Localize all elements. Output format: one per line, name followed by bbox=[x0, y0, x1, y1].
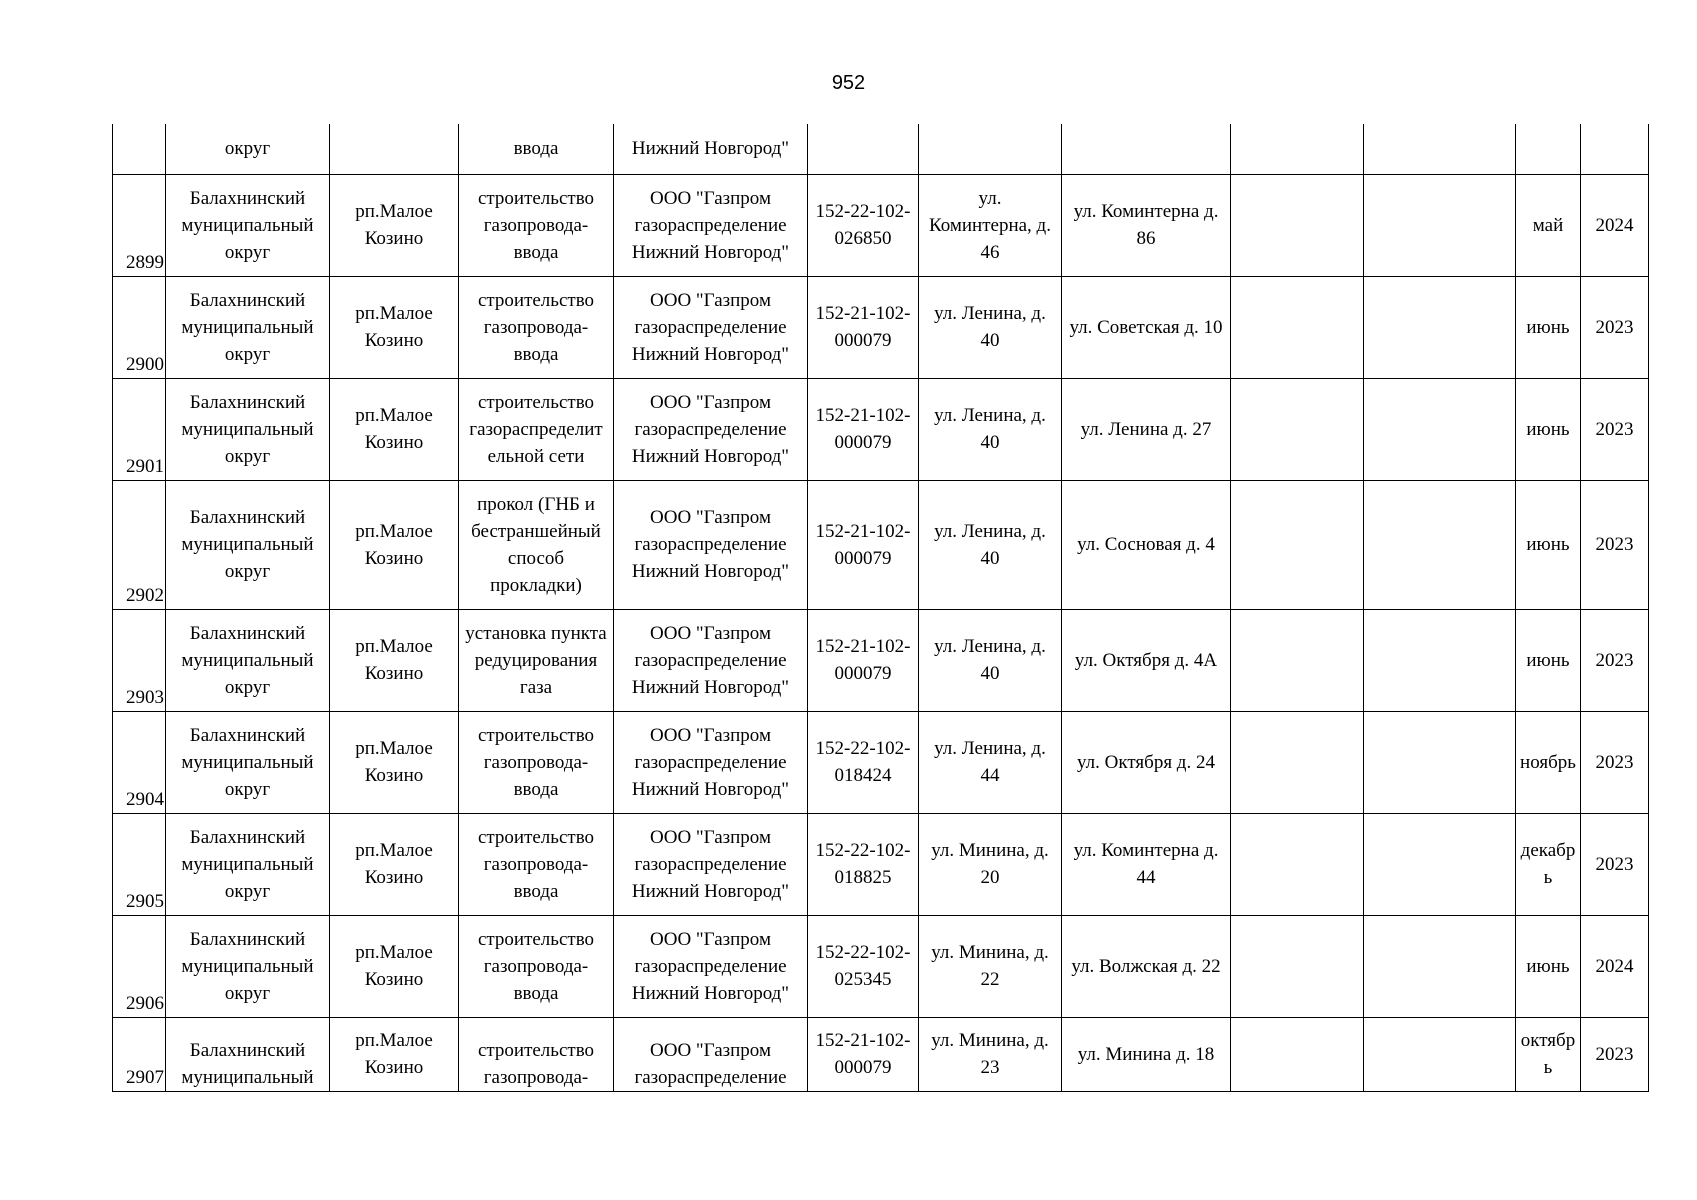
cell-num-text: 2904 bbox=[126, 788, 164, 810]
cell-code-text: 152-21-102- 000079 bbox=[815, 636, 911, 684]
cell-district bbox=[166, 1017, 330, 1091]
cell-address-from bbox=[919, 480, 1062, 609]
cell-address-from-text: ул. Коминтерна, д. 46 bbox=[929, 187, 1051, 263]
cell-code-text: 152-22-102- 018424 bbox=[815, 738, 911, 786]
cell-empty-2 bbox=[1364, 378, 1516, 480]
cell-address-to-text: ул. Октября д. 4А bbox=[1074, 649, 1218, 671]
cell-address-to-text: ул. Октября д. 24 bbox=[1077, 751, 1215, 773]
cell-district bbox=[166, 609, 330, 711]
cell-org-text: ООО "Газпром газораспределение Нижний Новгород" bbox=[631, 289, 790, 365]
cell-year bbox=[1581, 124, 1649, 174]
cell-year-text: 2023 bbox=[1595, 534, 1634, 555]
cell-address-from bbox=[919, 378, 1062, 480]
cell-district-text: Балахнинский муниципальный округ bbox=[181, 507, 314, 582]
cell-empty-1 bbox=[1231, 609, 1364, 711]
cell-org bbox=[614, 813, 808, 915]
cell-district bbox=[166, 124, 330, 174]
cell-org-text: ООО "Газпром газораспределение Нижний Новгород" bbox=[631, 826, 790, 902]
cell-work bbox=[459, 711, 614, 813]
cell-month-text: ноябрь bbox=[1520, 751, 1576, 773]
cell-num bbox=[113, 915, 166, 1017]
cell-settlement-text: рп.Малое Козино bbox=[355, 840, 433, 888]
cell-year-text: 2023 bbox=[1595, 418, 1634, 440]
cell-org bbox=[614, 711, 808, 813]
table-row bbox=[113, 1017, 1649, 1091]
cell-month bbox=[1516, 174, 1581, 276]
table-row bbox=[113, 609, 1649, 711]
table-row bbox=[113, 174, 1649, 276]
cell-district-text: Балахнинский муниципальный округ bbox=[181, 826, 314, 902]
cell-settlement-text: рп.Малое Козино bbox=[355, 303, 433, 351]
cell-num bbox=[113, 711, 166, 813]
table-row bbox=[113, 378, 1649, 480]
cell-work-text: строительство газопровода- ввода bbox=[477, 928, 595, 1004]
registry-table bbox=[112, 124, 1649, 1092]
continued-work: ввода bbox=[513, 138, 559, 160]
cell-code-text: 152-21-102- 000079 bbox=[815, 520, 911, 569]
cell-month bbox=[1516, 609, 1581, 711]
cell-month bbox=[1516, 480, 1581, 609]
cell-empty-2 bbox=[1364, 276, 1516, 378]
cell-code bbox=[808, 609, 919, 711]
cell-district bbox=[166, 813, 330, 915]
cell-code-text: 152-21-102- 000079 bbox=[815, 303, 911, 351]
cell-settlement bbox=[330, 915, 459, 1017]
cell-work-text: строительство газопровода- ввода bbox=[477, 289, 595, 365]
cell-address-from bbox=[919, 1017, 1062, 1091]
cell-district bbox=[166, 915, 330, 1017]
cell-work-text: строительство газопровода- ввода bbox=[477, 826, 595, 902]
continued-org: Нижний Новгород" bbox=[631, 138, 790, 160]
cell-address-to bbox=[1062, 480, 1231, 609]
cell-settlement-text: рп.Малое Козино bbox=[355, 520, 433, 569]
cell-code-text: 152-21-102- 000079 bbox=[815, 405, 911, 453]
cell-month bbox=[1516, 124, 1581, 174]
cell-empty-1 bbox=[1231, 124, 1364, 174]
cell-settlement-text: рп.Малое Козино bbox=[355, 405, 433, 453]
cell-num bbox=[113, 124, 166, 174]
cell-code bbox=[808, 711, 919, 813]
cell-address-from-text: ул. Ленина, д. 40 bbox=[934, 303, 1046, 351]
cell-address-from bbox=[919, 813, 1062, 915]
cell-address-from-text: ул. Ленина, д. 44 bbox=[934, 738, 1046, 786]
cell-month bbox=[1516, 711, 1581, 813]
cell-year bbox=[1581, 276, 1649, 378]
cell-district-text: Балахнинский муниципальный округ bbox=[181, 622, 314, 698]
cell-year-text: 2023 bbox=[1595, 316, 1634, 338]
cell-address-from-text: ул. Минина, д. 23 bbox=[931, 1030, 1049, 1078]
cell-work bbox=[459, 276, 614, 378]
cell-code-text: 152-22-102- 025345 bbox=[815, 942, 911, 990]
cell-address-from bbox=[919, 276, 1062, 378]
cell-address-to bbox=[1062, 711, 1231, 813]
cell-month-text: май bbox=[1532, 214, 1564, 236]
cell-org-text: ООО "Газпром газораспределение Нижний Новгород" bbox=[631, 622, 790, 698]
cell-address-to-text: ул. Коминтерна д. 44 bbox=[1073, 840, 1219, 888]
cell-empty-2 bbox=[1364, 174, 1516, 276]
cell-settlement bbox=[330, 1017, 459, 1091]
cell-org bbox=[614, 480, 808, 609]
cell-address-to bbox=[1062, 813, 1231, 915]
table-row bbox=[113, 813, 1649, 915]
cell-year bbox=[1581, 813, 1649, 915]
continued-row bbox=[113, 124, 1649, 174]
cell-year-text: 2023 bbox=[1595, 853, 1634, 875]
cell-empty-1 bbox=[1231, 915, 1364, 1017]
cell-address-to-text: ул. Сосновая д. 4 bbox=[1077, 534, 1215, 555]
cell-num bbox=[113, 378, 166, 480]
cell-year-text: 2023 bbox=[1595, 1043, 1634, 1065]
cell-year bbox=[1581, 174, 1649, 276]
cell-num-text: 2902 bbox=[126, 584, 164, 606]
cell-code bbox=[808, 378, 919, 480]
cell-year-text: 2024 bbox=[1595, 955, 1634, 977]
cell-year bbox=[1581, 711, 1649, 813]
cell-address-to-text: ул. Советская д. 10 bbox=[1069, 316, 1223, 338]
cell-empty-2 bbox=[1364, 124, 1516, 174]
cell-code bbox=[808, 480, 919, 609]
cell-address-from-text: ул. Ленина, д. 40 bbox=[934, 636, 1046, 684]
cell-settlement bbox=[330, 174, 459, 276]
cell-year-text: 2024 bbox=[1595, 214, 1634, 236]
cell-month-text: июнь bbox=[1526, 534, 1570, 555]
continued-district: округ bbox=[224, 138, 271, 160]
cell-address-from-text: ул. Минина, д. 20 bbox=[931, 840, 1049, 888]
cell-address-from-text: ул. Ленина, д. 40 bbox=[934, 520, 1046, 569]
cell-code bbox=[808, 276, 919, 378]
cell-work-text: прокол (ГНБ и бестраншейный способ прокладки) bbox=[471, 493, 601, 596]
cell-empty-2 bbox=[1364, 1017, 1516, 1091]
cell-month bbox=[1516, 276, 1581, 378]
cell-work bbox=[459, 609, 614, 711]
cell-settlement-text: рп.Малое Козино bbox=[355, 738, 433, 786]
cell-org-text: ООО "Газпром газораспределение Нижний Новгород" bbox=[631, 391, 790, 467]
cell-code bbox=[808, 124, 919, 174]
cell-org bbox=[614, 915, 808, 1017]
cell-settlement bbox=[330, 124, 459, 174]
cell-num bbox=[113, 174, 166, 276]
cell-year bbox=[1581, 480, 1649, 609]
cell-district-text: Балахнинский муниципальный bbox=[181, 1039, 314, 1088]
table-row bbox=[113, 915, 1649, 1017]
cell-num bbox=[113, 1017, 166, 1091]
cell-district bbox=[166, 711, 330, 813]
cell-empty-1 bbox=[1231, 276, 1364, 378]
cell-work bbox=[459, 124, 614, 174]
cell-settlement bbox=[330, 711, 459, 813]
cell-num-text: 2903 bbox=[126, 686, 164, 708]
cell-empty-2 bbox=[1364, 609, 1516, 711]
cell-num-text: 2907 bbox=[126, 1066, 164, 1088]
cell-work bbox=[459, 1017, 614, 1091]
cell-empty-2 bbox=[1364, 480, 1516, 609]
table-row bbox=[113, 276, 1649, 378]
cell-month bbox=[1516, 1017, 1581, 1091]
cell-address-from-text: ул. Ленина, д. 40 bbox=[934, 405, 1046, 453]
cell-settlement-text: рп.Малое Козино bbox=[355, 636, 433, 684]
cell-address-to-text: ул. Минина д. 18 bbox=[1077, 1043, 1215, 1065]
cell-code-text: 152-22-102- 018825 bbox=[815, 840, 911, 888]
cell-year bbox=[1581, 609, 1649, 711]
cell-district bbox=[166, 174, 330, 276]
cell-work-text: установка пункта редуцирования газа bbox=[465, 622, 607, 698]
cell-settlement-text: рп.Малое Козино bbox=[355, 201, 433, 249]
cell-code-text: 152-21-102- 000079 bbox=[815, 1030, 911, 1078]
cell-org-text: ООО "Газпром газораспределение bbox=[634, 1039, 787, 1088]
cell-district-text: Балахнинский муниципальный округ bbox=[181, 289, 314, 365]
cell-address-to bbox=[1062, 174, 1231, 276]
cell-empty-1 bbox=[1231, 1017, 1364, 1091]
cell-district-text: Балахнинский муниципальный округ bbox=[181, 391, 314, 467]
cell-empty-2 bbox=[1364, 711, 1516, 813]
cell-month-text: декабр ь bbox=[1520, 840, 1576, 888]
cell-work-text: строительство газопровода- ввода bbox=[477, 187, 595, 263]
cell-settlement bbox=[330, 813, 459, 915]
cell-year bbox=[1581, 1017, 1649, 1091]
cell-work-text: строительство газопровода- ввода bbox=[477, 724, 595, 800]
cell-org bbox=[614, 378, 808, 480]
cell-year-text: 2023 bbox=[1595, 649, 1634, 671]
cell-org-text: ООО "Газпром газораспределение Нижний Новгород" bbox=[631, 507, 790, 582]
cell-empty-1 bbox=[1231, 813, 1364, 915]
cell-district-text: Балахнинский муниципальный округ bbox=[181, 724, 314, 800]
cell-address-to bbox=[1062, 915, 1231, 1017]
cell-month bbox=[1516, 813, 1581, 915]
cell-address-to-text: ул. Ленина д. 27 bbox=[1080, 418, 1212, 440]
cell-address-from bbox=[919, 711, 1062, 813]
cell-district-text: Балахнинский муниципальный округ bbox=[181, 928, 314, 1004]
cell-settlement-text: рп.Малое Козино bbox=[355, 942, 433, 990]
cell-code bbox=[808, 174, 919, 276]
cell-month-text: июнь bbox=[1526, 316, 1570, 338]
cell-code bbox=[808, 813, 919, 915]
cell-org bbox=[614, 1017, 808, 1091]
cell-org bbox=[614, 124, 808, 174]
cell-code bbox=[808, 915, 919, 1017]
cell-code-text: 152-22-102- 026850 bbox=[815, 201, 911, 249]
cell-org-text: ООО "Газпром газораспределение Нижний Новгород" bbox=[631, 187, 790, 263]
cell-settlement bbox=[330, 480, 459, 609]
cell-address-from bbox=[919, 609, 1062, 711]
cell-month-text: октябр ь bbox=[1520, 1030, 1576, 1078]
cell-address-to-text: ул. Коминтерна д. 86 bbox=[1073, 201, 1219, 249]
cell-address-to bbox=[1062, 378, 1231, 480]
cell-empty-1 bbox=[1231, 174, 1364, 276]
cell-address-to-text: ул. Волжская д. 22 bbox=[1071, 955, 1221, 977]
cell-month-text: июнь bbox=[1526, 418, 1570, 440]
cell-num bbox=[113, 813, 166, 915]
cell-month-text: июнь bbox=[1526, 649, 1570, 671]
cell-district bbox=[166, 276, 330, 378]
cell-num bbox=[113, 609, 166, 711]
cell-num-text: 2901 bbox=[126, 455, 164, 477]
cell-org-text: ООО "Газпром газораспределение Нижний Новгород" bbox=[631, 724, 790, 800]
cell-address-from bbox=[919, 915, 1062, 1017]
cell-settlement bbox=[330, 276, 459, 378]
cell-num-text: 2905 bbox=[126, 890, 164, 912]
cell-num-text: 2899 bbox=[126, 251, 164, 273]
cell-address-from bbox=[919, 174, 1062, 276]
table-row bbox=[113, 480, 1649, 609]
cell-work bbox=[459, 174, 614, 276]
cell-empty-2 bbox=[1364, 813, 1516, 915]
cell-code bbox=[808, 1017, 919, 1091]
cell-address-to bbox=[1062, 124, 1231, 174]
cell-work bbox=[459, 813, 614, 915]
cell-work-text: строительство газораспределит ельной сети bbox=[469, 391, 603, 467]
cell-org bbox=[614, 276, 808, 378]
cell-year-text: 2023 bbox=[1595, 751, 1634, 773]
cell-address-from bbox=[919, 124, 1062, 174]
cell-num bbox=[113, 480, 166, 609]
cell-org-text: ООО "Газпром газораспределение Нижний Новгород" bbox=[631, 928, 790, 1004]
cell-district bbox=[166, 480, 330, 609]
cell-address-from-text: ул. Минина, д. 22 bbox=[931, 942, 1049, 990]
cell-address-to bbox=[1062, 609, 1231, 711]
cell-address-to bbox=[1062, 276, 1231, 378]
cell-num-text: 2906 bbox=[126, 992, 164, 1014]
cell-work bbox=[459, 915, 614, 1017]
cell-org bbox=[614, 174, 808, 276]
cell-num bbox=[113, 276, 166, 378]
cell-work bbox=[459, 480, 614, 609]
cell-settlement-text: рп.Малое Козино bbox=[355, 1030, 433, 1078]
cell-district-text: Балахнинский муниципальный округ bbox=[181, 187, 314, 263]
cell-year bbox=[1581, 915, 1649, 1017]
cell-year bbox=[1581, 378, 1649, 480]
cell-empty-2 bbox=[1364, 915, 1516, 1017]
cell-settlement bbox=[330, 609, 459, 711]
cell-empty-1 bbox=[1231, 711, 1364, 813]
cell-address-to bbox=[1062, 1017, 1231, 1091]
cell-org bbox=[614, 609, 808, 711]
cell-empty-1 bbox=[1231, 378, 1364, 480]
cell-month-text: июнь bbox=[1526, 955, 1570, 977]
cell-month bbox=[1516, 378, 1581, 480]
page-number: 952 bbox=[831, 72, 866, 94]
cell-district bbox=[166, 378, 330, 480]
cell-num-text: 2900 bbox=[126, 353, 164, 375]
cell-month bbox=[1516, 915, 1581, 1017]
cell-settlement bbox=[330, 378, 459, 480]
table-body bbox=[113, 124, 1649, 1091]
cell-empty-1 bbox=[1231, 480, 1364, 609]
table-row bbox=[113, 711, 1649, 813]
cell-work bbox=[459, 378, 614, 480]
cell-work-text: строительство газопровода- bbox=[477, 1039, 595, 1088]
